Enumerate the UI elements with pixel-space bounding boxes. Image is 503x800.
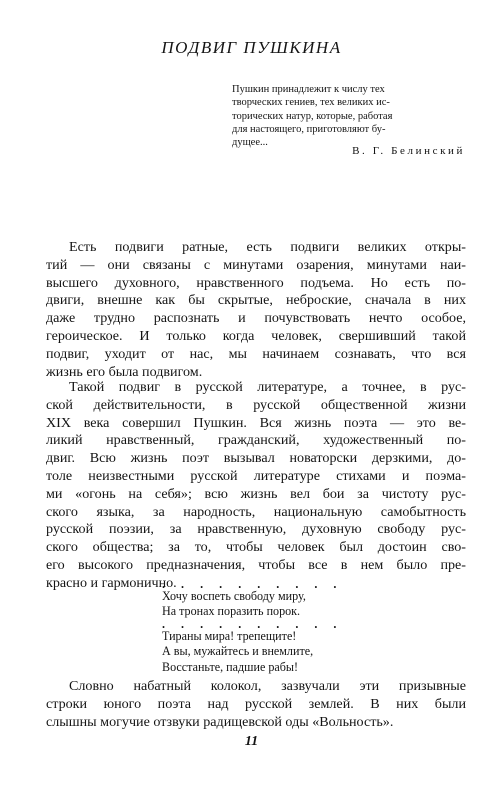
text-line: строки юного поэта над русской землей. В них были bbox=[46, 695, 466, 712]
epigraph-line: торических натур, которые, работая bbox=[232, 110, 393, 122]
text-line: жизнь его была подвигом. bbox=[46, 363, 203, 380]
text-line: Словно набатный колокол, зазвучали эти призывные bbox=[69, 678, 466, 694]
verse-stanza-1 bbox=[162, 577, 343, 620]
verse-line: Тираны мира! трепещите! bbox=[162, 629, 297, 643]
verse-line: А вы, мужайтесь и внемлите, bbox=[162, 644, 314, 659]
paragraph-2 bbox=[46, 379, 466, 593]
text-line: двиг. Всю жизнь поэт вызывал новаторски дерзкими, до- bbox=[46, 450, 466, 467]
verse-line: Хочу воспеть свободу миру, bbox=[162, 589, 306, 603]
verse-line: Восстаньте, падшие рабы! bbox=[162, 659, 299, 674]
epigraph-line: дущее... bbox=[232, 137, 268, 149]
text-line: XIX века совершил Пушкин. Вся жизнь поэта — это ве- bbox=[46, 414, 466, 431]
page-number: 11 bbox=[244, 734, 259, 749]
text-line: Есть подвиги ратные, есть подвиги великих откры- bbox=[69, 239, 466, 255]
text-line: ского общества; за то, чтобы человек был достоин сво- bbox=[46, 539, 466, 556]
text-line: русской поэзии, за нравственную, духовную свободу рус- bbox=[46, 521, 466, 538]
text-line: подвиг, уходит от нас, мы начинаем сознавать, что вся bbox=[46, 345, 466, 362]
paragraph-1 bbox=[46, 239, 466, 381]
verse-line: На тронах поразить порок. bbox=[162, 604, 301, 619]
epigraph-line: Пушкин принадлежит к числу тех bbox=[232, 84, 385, 95]
text-line: его высокого предназначения, чтобы все в нем было пре- bbox=[46, 556, 466, 573]
text-line: толе неизвестными русской литературе стихами и поэма- bbox=[46, 467, 466, 484]
verse-ellipsis-row: . . . . . . . . . . bbox=[162, 577, 343, 591]
epigraph-line: для настоящего, приготовляют бу- bbox=[232, 123, 386, 135]
text-line: Такой подвиг в русской литературе, а точнее, в рус- bbox=[69, 379, 466, 395]
paragraph-3 bbox=[46, 678, 466, 731]
text-line: ликий нравственный, гражданский, художественный по- bbox=[46, 432, 466, 449]
text-line: ского языка, за народность, национальную самобытность bbox=[46, 503, 466, 520]
text-line: двиги, внешне как бы скрытые, неброские, сначала в них bbox=[46, 292, 466, 309]
text-line: даже трудно распознать и почувствовать нечто особое, bbox=[46, 310, 466, 327]
text-line: героическое. И только когда человек, свершивший такой bbox=[46, 327, 466, 344]
text-line: тий — они связаны с минутами озарения, минутами наи- bbox=[46, 256, 466, 273]
verse-ellipsis-row: . . . . . . . . . . bbox=[162, 617, 343, 631]
text-line: слышны могучие отзвуки радищевской оды «Вольность». bbox=[46, 713, 394, 730]
epigraph-line: творческих гениев, тех великих ис- bbox=[232, 97, 390, 109]
text-line: ской действительности, в русской общественной жизни bbox=[46, 396, 466, 413]
text-line: красно и гармонично. bbox=[46, 574, 177, 591]
epigraph bbox=[232, 83, 464, 149]
chapter-title: ПОДВИГ ПУШКИНА bbox=[161, 38, 342, 57]
verse-stanza-2 bbox=[162, 617, 343, 675]
text-line: ми «огонь на себя»; всю жизнь вел бои за чистоту рус- bbox=[46, 485, 466, 502]
epigraph-author: В. Г. Белинский bbox=[352, 145, 465, 157]
text-line: высшего духовного, нравственного подъема. Но есть по- bbox=[46, 274, 466, 291]
